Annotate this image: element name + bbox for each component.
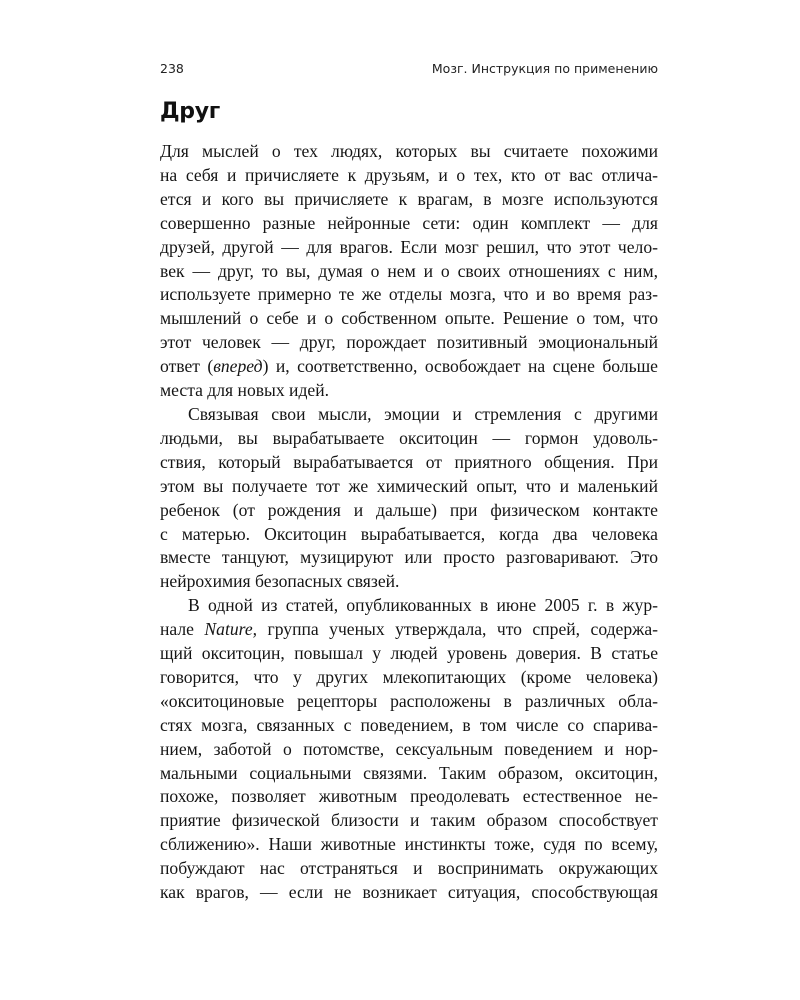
text-line: с матерью. Окситоцин вырабатывается, когда два человека [160,523,658,544]
text-line: приятие физической близости и таким образом способствует [160,810,658,831]
text-line: стях мозга, связанных с поведением, в том числе со спарива- [160,714,658,735]
book-title: Мозг. Инструкция по применению [431,61,658,76]
text-line: как врагов, — если не возникает ситуация, способствующая [160,882,658,903]
italic-term: вперед [213,356,263,377]
text-line: на себя и причисляете к друзьям, и о тех, кто от вас отлича- [160,164,658,185]
text-line: ствия, который вырабатывается от приятного общения. При [160,451,658,472]
book-page [160,0,658,1000]
body-text [160,140,658,905]
text-line: сближению». Наши животные инстинкты тоже, судя по всему, [160,834,658,855]
text-line: ответ (вперед) и, соответственно, освобождает на сцене больше [160,356,658,377]
text-line: говорится, что у других млекопитающих (кроме человека) [160,666,658,687]
text-line: ребенок (от рождения и дальше) при физическом контакте [160,499,658,520]
italic-term: Nature, [204,619,258,640]
text-line: Связывая свои мысли, эмоции и стремления с другими [188,403,658,424]
paragraph-1 [160,140,658,403]
text-line: нием, заботой о потомстве, сексуальным поведением и нор- [160,738,658,759]
text-line: нейрохимия безопасных связей. [160,571,400,592]
text-line: В одной из статей, опубликованных в июне 2005 г. в жур- [188,595,658,616]
text-line: побуждают нас отстраняться и воспринимать окружающих [160,858,658,879]
text-line: похоже, позволяет животным преодолевать естественное не- [160,786,658,807]
text-line: век — друг, то вы, думая о нем и о своих отношениях с ним, [160,260,658,281]
text-line: «окситоциновые рецепторы расположены в различных обла- [160,690,658,711]
page-number: 238 [160,61,184,76]
text-line: совершенно разные нейронные сети: один комплект — для [160,212,658,233]
text-line: этом вы получаете тот же химический опыт, что и маленький [160,475,658,496]
paragraph-2 [160,403,658,594]
text-line: мальными социальными связями. Таким образом, окситоцин, [160,762,658,783]
text-line: друзей, другой — для врагов. Если мозг решил, что этот чело- [160,236,658,257]
text-line: нале Nature, группа ученых утверждала, что спрей, содержа- [160,619,658,640]
paragraph-3 [160,594,658,905]
section-heading: Друг [160,99,220,124]
text-line: вместе танцуют, музицируют или просто разговаривают. Это [160,547,658,568]
text-line: ется и кого вы причисляете к врагам, в мозге используются [160,188,658,209]
text-line: места для новых идей. [160,380,330,401]
text-line: используете примерно те же отделы мозга, что и во время раз- [160,284,658,305]
text-line: этот человек — друг, порождает позитивный эмоциональный [160,332,658,353]
text-line: людьми, вы вырабатываете окситоцин — гормон удоволь- [160,427,658,448]
running-head [160,61,658,79]
text-line: мышлений о себе и о собственном опыте. Решение о том, что [160,308,658,329]
text-line: щий окситоцин, повышал у людей уровень доверия. В статье [160,643,658,664]
text-line: Для мыслей о тех людях, которых вы считаете похожими [160,141,658,161]
